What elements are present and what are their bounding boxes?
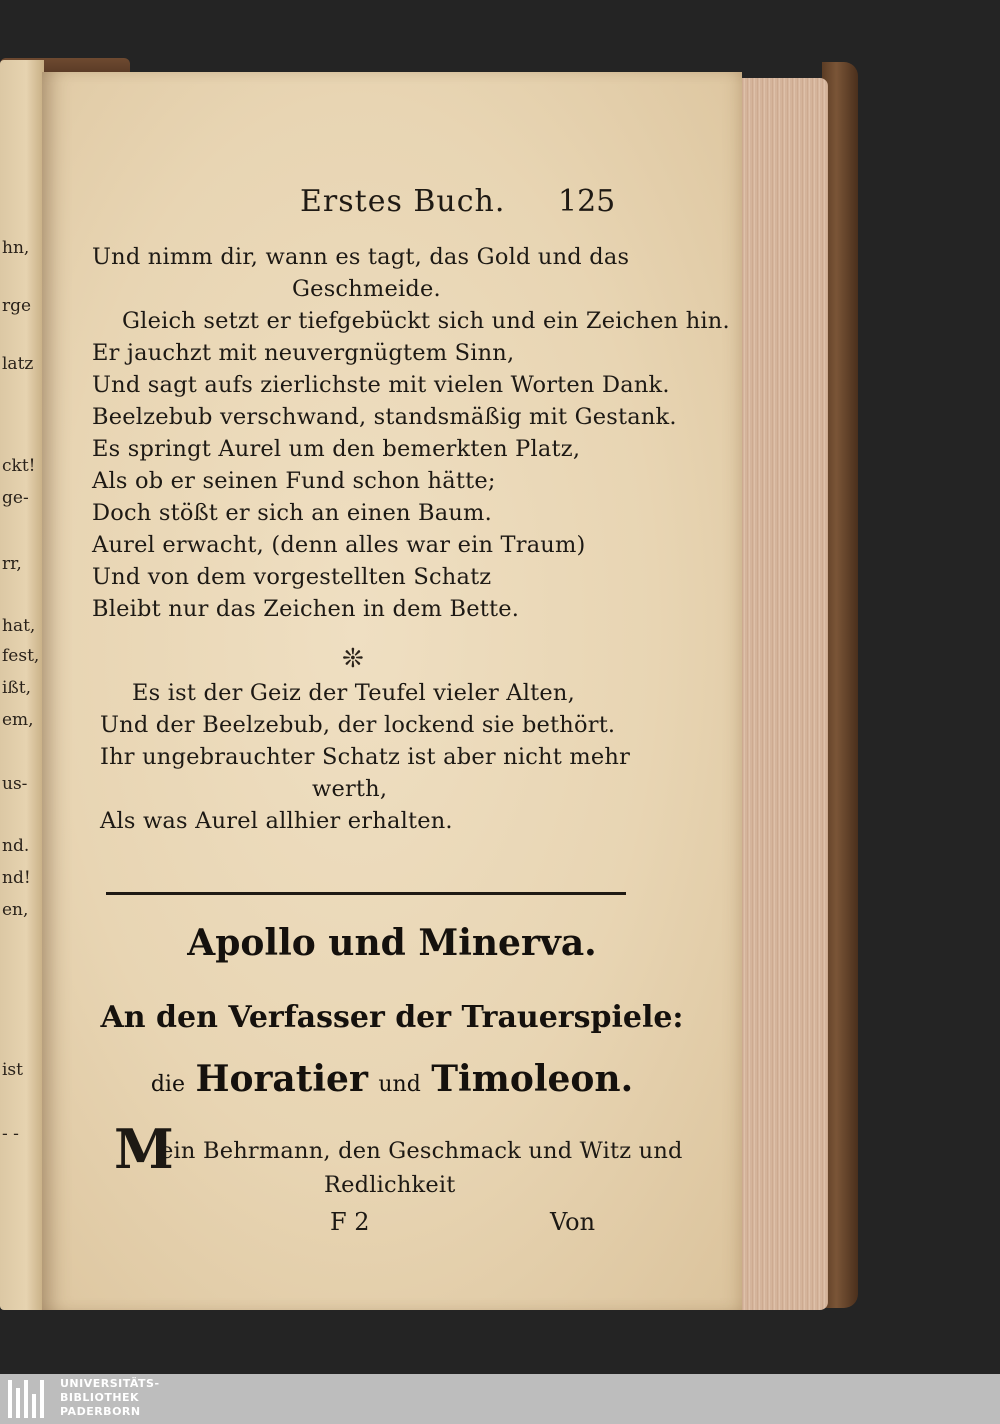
left-page-fragment: hn, [2,238,30,258]
poem-line: Beelzebub verschwand, standsmäßig mit Gestank. [92,404,677,430]
moral-line: Es ist der Geiz der Teufel vieler Alten, [132,680,575,706]
signature-mark: F 2 [330,1208,370,1236]
opening-line: Redlichkeit [324,1172,456,1198]
drop-cap: M [114,1117,174,1181]
moral-line: werth, [312,776,388,802]
poem-line: Aurel erwacht, (denn alles war ein Traum) [92,532,586,558]
left-page-fragment: ge- [2,488,29,508]
left-page-fragment: rr, [2,554,22,574]
left-page-fragment: ckt! [2,456,36,476]
catchword: Von [550,1208,596,1236]
left-page-fragment: latz [2,354,34,374]
left-page-fragment: rge [2,296,32,316]
poem-line: Gleich setzt er tiefgebückt sich und ein Zeichen hin. [122,308,730,334]
left-page-fragment: fest, [2,646,40,666]
page-edges [736,78,828,1310]
left-page-fragment: ist [2,1060,23,1080]
left-page-fragment: us- [2,774,28,794]
left-page-fragment: nd! [2,868,31,888]
poem-line: Und von dem vorgestellten Schatz [92,564,492,590]
subtitle-timoleon: Timoleon. [431,1058,634,1100]
library-name-line: BIBLIOTHEK [60,1391,140,1404]
left-page-fragment: nd. [2,836,30,856]
subtitle-horatier: Horatier [195,1058,368,1100]
subtitle-prefix: die [150,1072,185,1097]
poem-line: Als ob er seinen Fund schon hätte; [92,468,496,494]
poem-line: Es springt Aurel um den bemerkten Platz, [92,436,581,462]
library-logo-icon [8,1380,52,1418]
poem-line: Und nimm dir, wann es tagt, das Gold und das [92,244,630,270]
left-page-fragment: hat, [2,616,36,636]
moral-line: Als was Aurel allhier erhalten. [100,808,453,834]
page-number: 125 [558,184,616,219]
poem-line: Er jauchzt mit neuvergnügtem Sinn, [92,340,515,366]
running-head: Erstes Buch. [300,184,506,219]
poem-line: Bleibt nur das Zeichen in dem Bette. [92,596,520,622]
library-footer-bar [0,1374,1000,1424]
left-page-fragment: ißt, [2,678,32,698]
left-page-fragment: em, [2,710,34,730]
library-name-line: UNIVERSITÄTS- [60,1377,160,1390]
moral-line: Und der Beelzebub, der lockend sie bethört. [100,712,616,738]
section-title: Apollo und Minerva. [187,922,597,964]
left-page-fragment: - - [2,1124,19,1144]
poem-line: Doch stößt er sich an einen Baum. [92,500,492,526]
left-page-fragment: en, [2,900,29,920]
opening-line: ein Behrmann, den Geschmack und Witz und [160,1138,683,1164]
moral-line: Ihr ungebrauchter Schatz ist aber nicht mehr [100,744,631,770]
book-page [42,72,742,1310]
library-name [60,1377,160,1419]
left-page-edge [0,60,44,1310]
poem-line: Geschmeide. [292,276,441,302]
section-subtitle-2 [42,1058,742,1100]
section-subtitle: An den Verfasser der Trauerspiele: [100,1000,684,1035]
ornament-icon: ❊ [342,644,364,674]
library-name-line: PADERBORN [60,1405,141,1418]
section-divider [106,892,626,895]
poem-line: Und sagt aufs zierlichste mit vielen Worten Dank. [92,372,670,398]
subtitle-und: und [378,1072,421,1097]
